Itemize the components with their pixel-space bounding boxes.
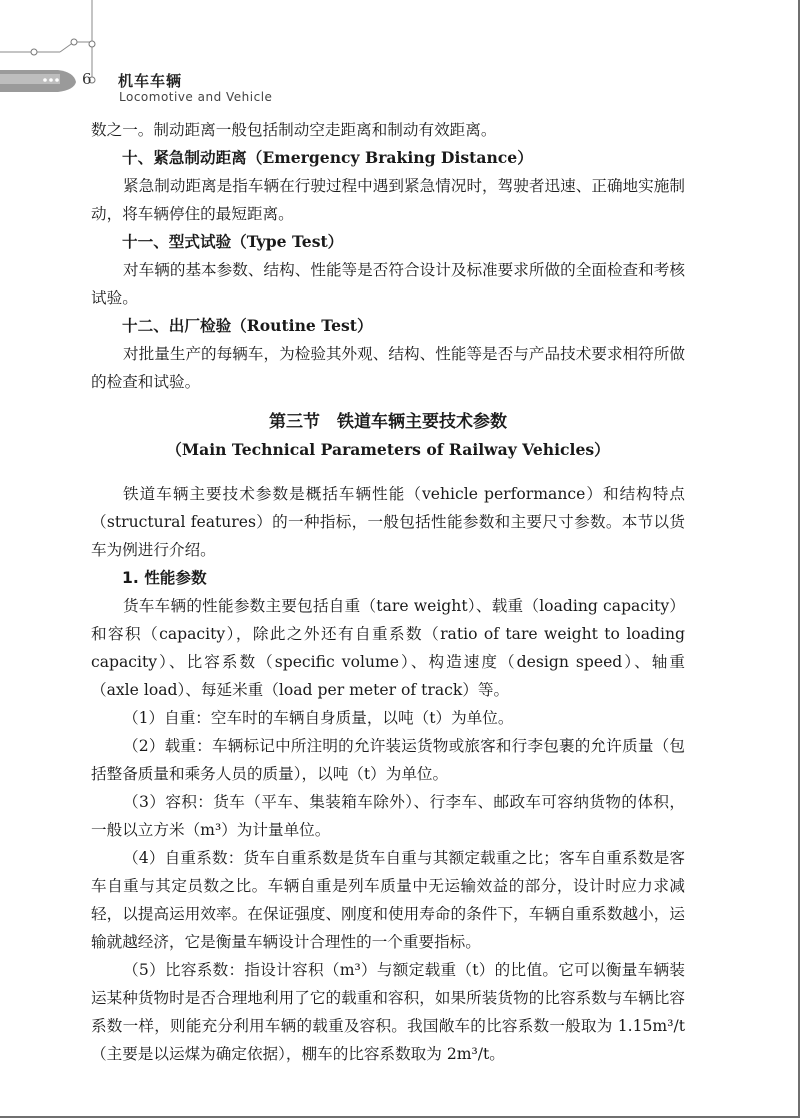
list-item-capacity: （3）容积：货车（平车、集装箱车除外）、行李车、邮政车可容纳货物的体积，一般以立方米（m³）为计量单位。 (91, 793, 685, 839)
heading-routine-test (91, 312, 685, 340)
heading-emergency-braking-cn: 十、紧急制动距离 (122, 149, 247, 167)
paragraph-routine-test: 对批量生产的每辆车，为检验其外观、结构、性能等是否与产品技术要求相符所做的检查和试验。 (91, 345, 685, 391)
running-header-subtitle: Locomotive and Vehicle (119, 90, 273, 104)
paragraph-type-test: 对车辆的基本参数、结构、性能等是否符合设计及标准要求所做的全面检查和考核试验。 (91, 261, 685, 307)
heading-type-test-cn: 十一、型式试验 (122, 233, 232, 251)
section-title: 第三节 铁道车辆主要技术参数 (269, 412, 507, 432)
paragraph-continued: 数之一。制动距离一般包括制动空走距离和制动有效距离。 (91, 121, 497, 139)
list-item-tare-weight: （1）自重：空车时的车辆自身质量，以吨（t）为单位。 (123, 709, 514, 727)
header-decoration (0, 0, 130, 100)
heading-routine-test-cn: 十二、出厂检验 (122, 317, 232, 335)
list-item-loading-capacity: （2）载重：车辆标记中所注明的允许装运货物或旅客和行李包裹的允许质量（包括整备质量和乘务人员的质量），以吨（t）为单位。 (91, 737, 685, 783)
heading-type-test-en: （Type Test） (231, 232, 344, 251)
paragraph-emergency-braking: 紧急制动距离是指车辆在行驶过程中遇到紧急情况时，驾驶者迅速、正确地实施制动，将车辆停住的最短距离。 (91, 177, 685, 223)
subheading-performance-parameters: 1. 性能参数 (122, 569, 207, 587)
paragraph-performance-intro: 货车车辆的性能参数主要包括自重（tare weight）、载重（loading capacity）和容积（capacity），除此之外还有自重系数（ratio of tare weight to loading capacity）、比容系数（specific volume）、构造速度（design speed）、轴重（axle load）、每延米重（load per meter of track）等。 (91, 597, 685, 699)
list-item-specific-volume: （5）比容系数：指设计容积（m³）与额定载重（t）的比值。它可以衡量车辆装运某种货物时是否合理地利用了它的载重和容积，如果所装货物的比容系数与车辆比容系数一样，则能充分利用车辆的载重及容积。我国敞车的比容系数一般取为 1.15m³/t（主要是以运煤为确定依据），棚车的比容系数取为 2m³/t。 (91, 961, 685, 1063)
page-number: 6 (82, 70, 92, 88)
running-header-title: 机车车辆 (118, 72, 183, 90)
heading-emergency-braking-en: （Emergency Braking Distance） (246, 148, 533, 167)
section-title-en: （Main Technical Parameters of Railway Vehicles） (166, 440, 610, 459)
heading-emergency-braking (91, 144, 685, 172)
heading-routine-test-en: （Routine Test） (231, 316, 373, 335)
heading-type-test (91, 228, 685, 256)
page-body (91, 116, 685, 1068)
paragraph-section-intro: 铁道车辆主要技术参数是概括车辆性能（vehicle performance）和结构特点（structural features）的一种指标，一般包括性能参数和主要尺寸参数。本节以货车为例进行介绍。 (91, 485, 685, 559)
list-item-tare-ratio: （4）自重系数：货车自重系数是货车自重与其额定载重之比；客车自重系数是客车自重与其定员数之比。车辆自重是列车质量中无运输效益的部分，设计时应力求减轻，以提高运用效率。在保证强度、刚度和使用寿命的条件下，车辆自重系数越小，运输就越经济，它是衡量车辆设计合理性的一个重要指标。 (91, 849, 685, 951)
